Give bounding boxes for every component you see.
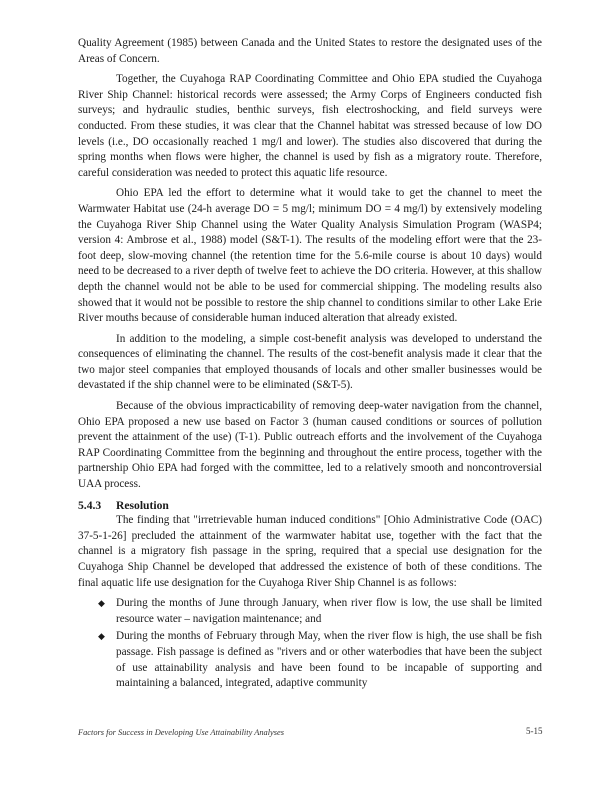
paragraph: Together, the Cuyahoga RAP Coordinating Committee and Ohio EPA studied the Cuyahoga River Ship Channel: historical records were assessed; the Army Corps of Engineers conducted fish surveys; and hydraulic studies, benthic surveys, fish electroshocking, and field surveys were conducted. From these studies, it was clear that the Channel habitat was stressed because of low DO levels (i.e., DO occasionally reached 1 mg/l and lower). The studies also discovered that during the spring months when flows were higher, the channel is used by fish as a migratory route. Therefore, careful consideration was needed to protect this aquatic life resource. [78, 73, 542, 179]
page-number: 5-15 [526, 726, 543, 736]
paragraph: Ohio EPA led the effort to determine what it would take to get the channel to meet the Warmwater Habitat use (24-h average DO = 5 mg/l; minimum DO = 4 mg/l) by extensively modeling the Cuyahoga River Ship Channel using the Water Quality Analysis Simulation Program (WASP4; version 4: Ambrose et al., 1988) model (S&T-1). The results of the modeling effort were that the 23-foot deep, slow-moving channel (the retention time for the 5.6-mile course is about 10 days) would need to be decreased to a river depth of twelve feet to achieve the DO criteria. However, at this shallow depth the channel would not be able to be used for commercial shipping. The modeling results also showed that it would not be possible to restore the ship channel to conditions similar to other Lake Erie River mouths because of considerable human induced alteration that already existed. [78, 187, 542, 325]
paragraph: Quality Agreement (1985) between Canada and the United States to restore the designated uses of the Areas of Concern. [78, 37, 542, 65]
footer-title: Factors for Success in Developing Use Attainability Analyses [78, 728, 285, 737]
paragraph: The finding that "irretrievable human induced conditions" [Ohio Administrative Code (OAC) 37-5-1-26] precluded the attainment of the warmwater habitat use, together with the fact that the channel is a migratory fish passage in the spring, required that a special use designation for the Cuyahoga Ship Channel be developed that addressed the existence of both of these conditions. The final aquatic life use designation for the Cuyahoga River Ship Channel is as follows: [78, 514, 542, 589]
list-item-text: During the months of June through January, when river flow is low, the use shall be limited resource water – navigation maintenance; and [116, 597, 542, 625]
list-item [78, 596, 542, 627]
section-heading [78, 498, 542, 514]
list-item-text: During the months of February through May, when the river flow is high, the use shall be fish passage. Fish passage is defined as "rivers and or other waterbodies that have been the subject of use attainability analysis and have been found to be incapable of supporting and maintaining a balanced, integrated, adaptive community [116, 630, 542, 690]
body-text [78, 36, 542, 694]
section-title: Resolution [116, 498, 169, 512]
diamond-bullet-icon: ◆ [98, 598, 105, 609]
paragraph: In addition to the modeling, a simple cost-benefit analysis was developed to understand the consequences of eliminating the channel. The results of the cost-benefit analysis made it clear that the two major steel companies that employed thousands of locals and other smaller businesses would be devastated if the ship channel were to be eliminated (S&T-5). [78, 332, 542, 392]
diamond-bullet-icon: ◆ [98, 631, 105, 642]
bullet-list [78, 596, 542, 692]
paragraph: Because of the obvious impracticability of removing deep-water navigation from the channel, Ohio EPA proposed a new use based on Factor 3 (human caused conditions or sources of pollution prevent the attainment of the use) (T-1). Public outreach efforts and the involvement of the Cuyahoga RAP Coordinating Committee from the beginning and throughout the entire process, together with the partnership Ohio EPA had forged with the committee, led to a relatively smooth and noncontroversial UAA process. [78, 400, 542, 491]
list-item [78, 629, 542, 691]
section-number: 5.4.3 [78, 498, 102, 512]
